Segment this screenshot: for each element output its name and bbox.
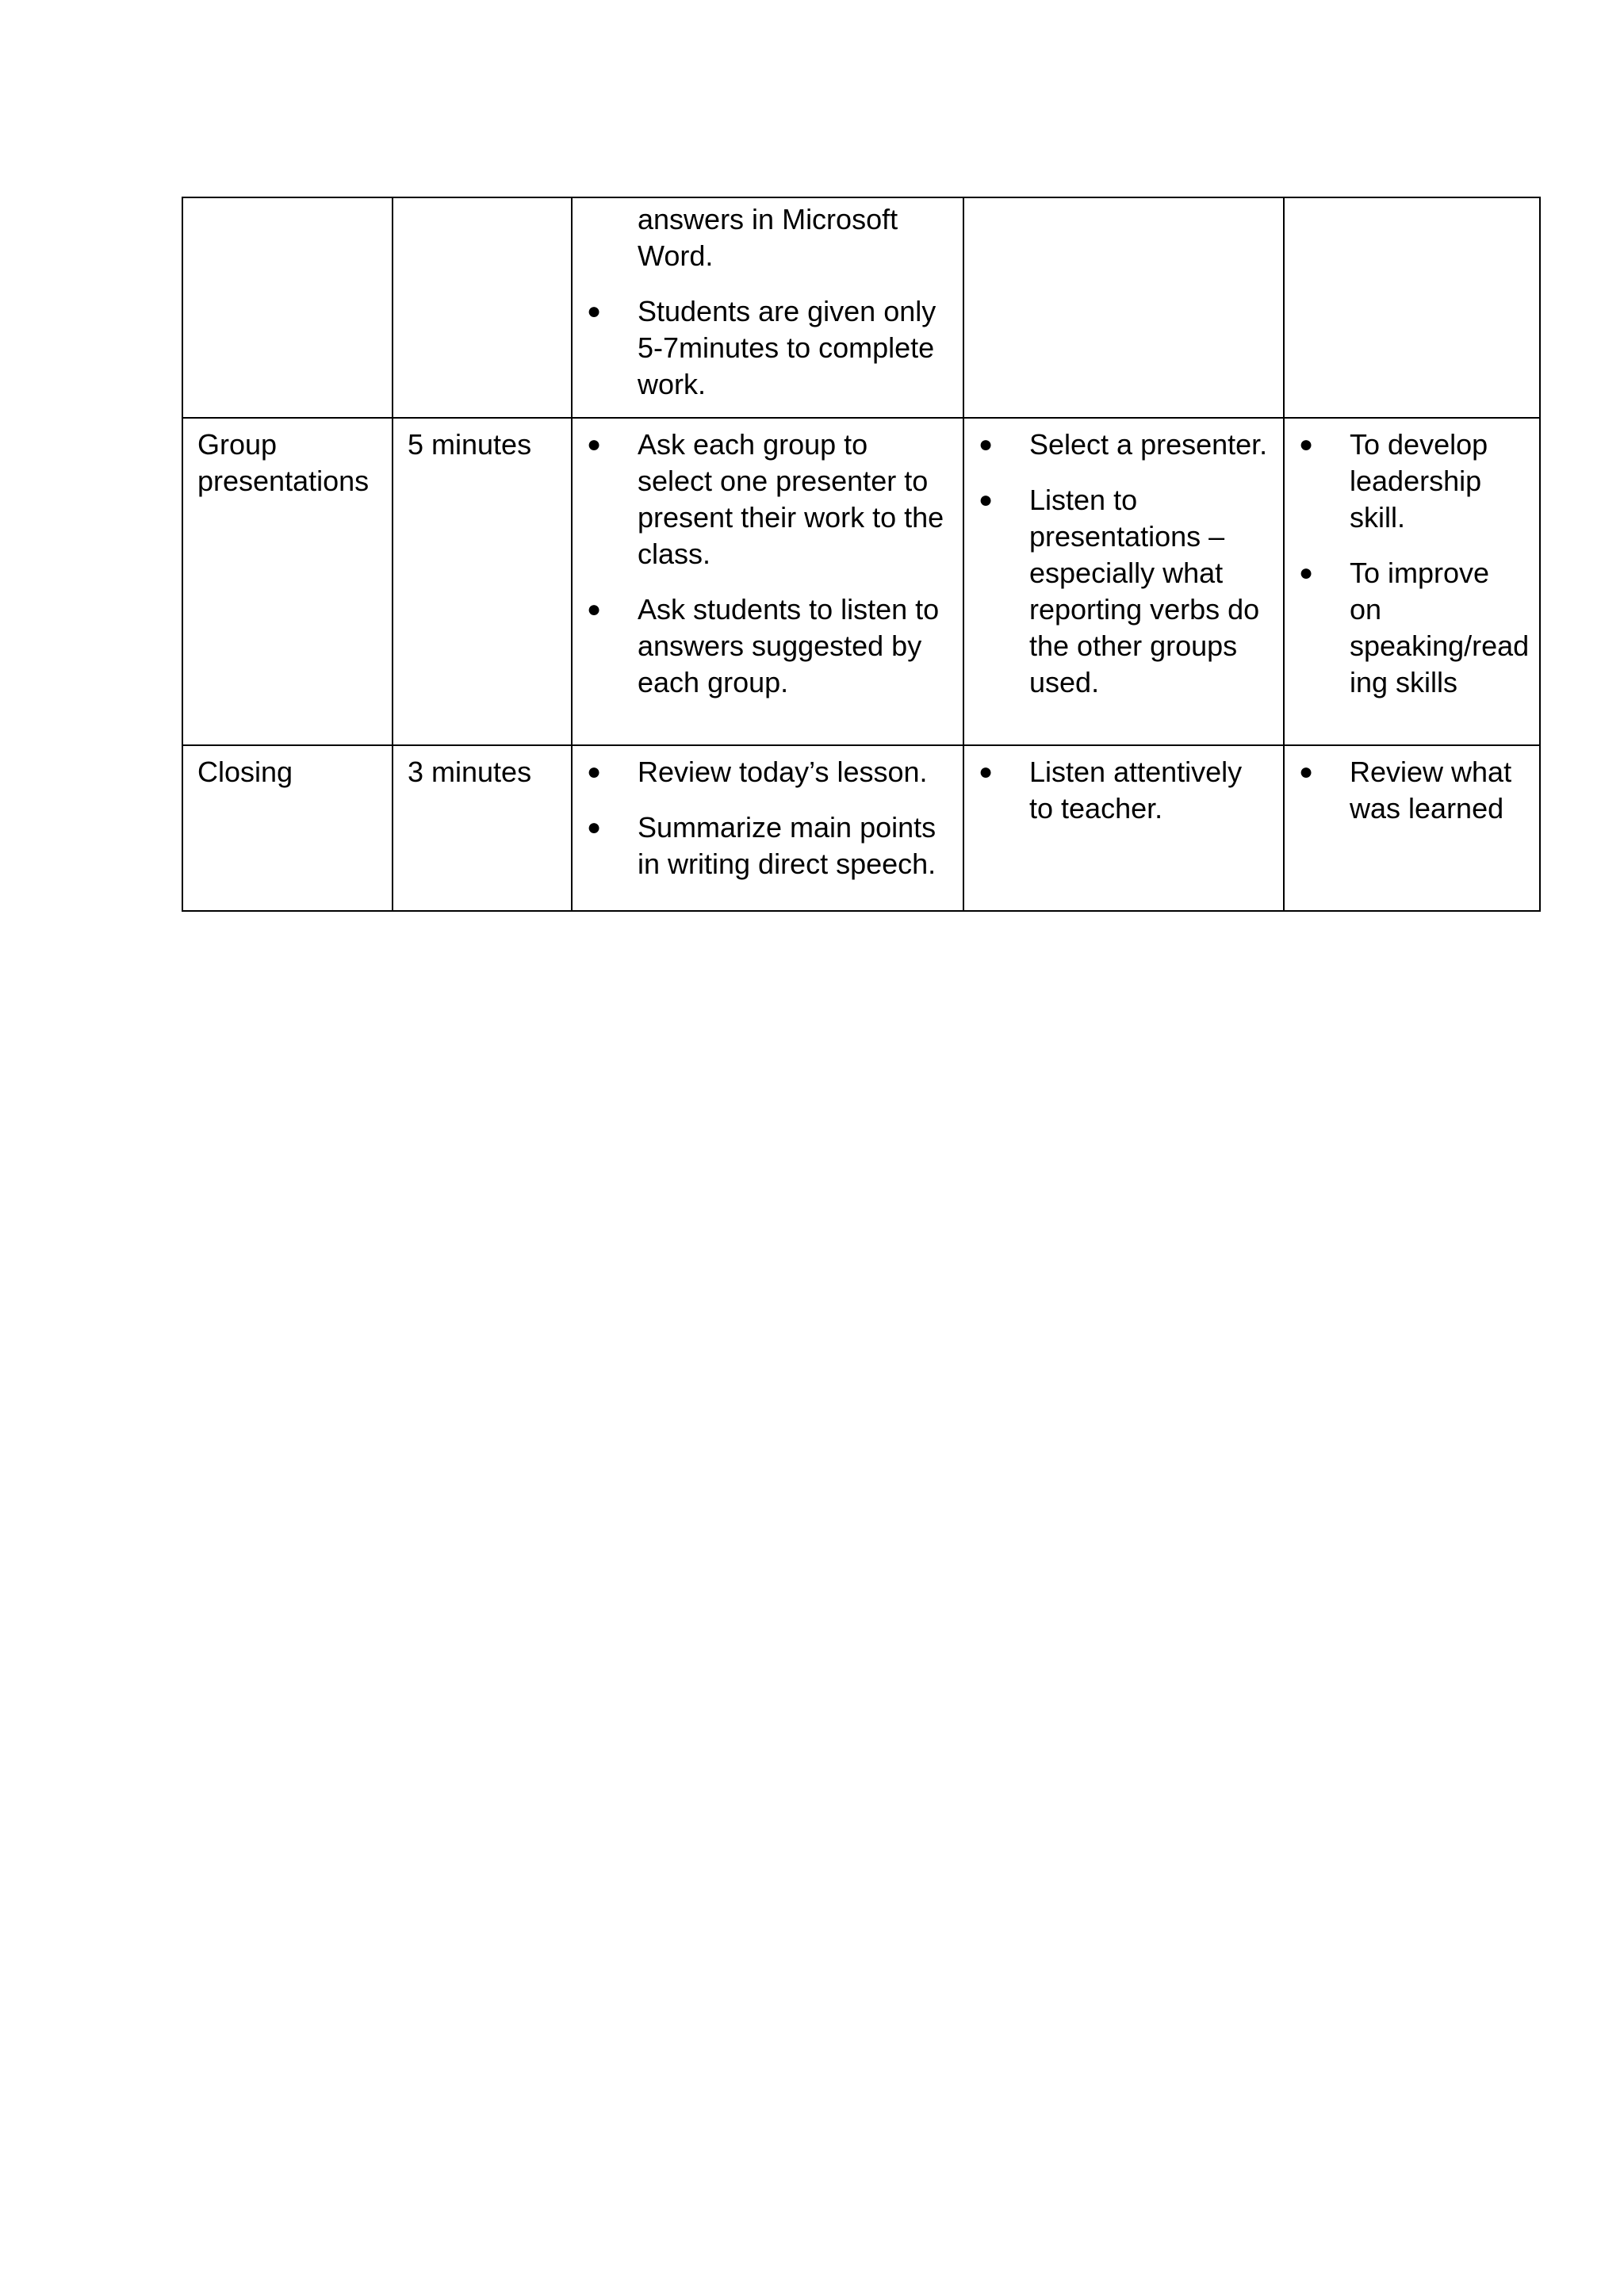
list-item-text: Ask each group to select one presenter to present their work to the class. [638, 428, 944, 570]
bullet-icon: ● [1299, 759, 1314, 785]
purpose-cell [1284, 745, 1540, 911]
list-item [979, 754, 1269, 827]
bullet-icon: ● [587, 431, 602, 457]
time-label: 5 minutes [408, 428, 532, 461]
teacher-activity-cell [572, 197, 963, 418]
bullet-icon: ● [587, 298, 602, 324]
student-activity-cell [963, 418, 1284, 745]
purpose-list [1299, 754, 1525, 827]
lesson-plan-table [182, 197, 1541, 912]
table-row-continuation [182, 197, 1540, 418]
stage-cell [182, 418, 393, 745]
list-item-text: Ask students to listen to answers suggested by each group. [638, 593, 940, 698]
student-activity-cell [963, 745, 1284, 911]
stage-label: Closing [197, 756, 293, 788]
time-cell [393, 197, 572, 418]
bullet-icon: ● [587, 759, 602, 785]
stage-cell [182, 745, 393, 911]
bullet-icon: ● [979, 431, 994, 457]
list-item [587, 809, 948, 882]
list-item-text: Listen attentively to teacher. [1029, 756, 1243, 825]
list-item-text: Review what was learned [1350, 756, 1512, 825]
stage-cell [182, 197, 393, 418]
student-activity-list [979, 754, 1269, 827]
list-item [979, 482, 1269, 701]
stage-label: Group presentations [197, 428, 370, 497]
teacher-activity-cell [572, 745, 963, 911]
bullet-icon: ● [1299, 560, 1314, 586]
student-activity-cell [963, 197, 1284, 418]
list-item [587, 293, 948, 403]
teacher-activity-cell [572, 418, 963, 745]
list-item-text: Summarize main points in writing direct speech. [638, 811, 936, 880]
list-item-text: Select a presenter. [1029, 428, 1268, 461]
student-activity-list [979, 427, 1269, 701]
table-row-group-presentations [182, 418, 1540, 745]
teacher-activity-list [587, 754, 948, 882]
time-label: 3 minutes [408, 756, 532, 788]
time-cell [393, 745, 572, 911]
table-row-closing [182, 745, 1540, 911]
list-item [587, 754, 948, 790]
list-item [587, 427, 948, 572]
bullet-icon: ● [979, 487, 994, 513]
list-item-text: Review today’s lesson. [638, 756, 928, 788]
list-item [979, 427, 1269, 463]
teacher-activity-list [587, 201, 948, 403]
list-item [1299, 555, 1530, 701]
list-item [587, 201, 948, 274]
bullet-icon: ● [587, 596, 602, 622]
bullet-icon: ● [587, 814, 602, 840]
list-item [1299, 754, 1525, 827]
list-item [587, 591, 948, 701]
bullet-icon: ● [979, 759, 994, 785]
list-item-text: To improve on speaking/read ing skills [1350, 557, 1530, 698]
list-item-text: answers in Microsoft Word. [638, 203, 898, 272]
time-cell [393, 418, 572, 745]
purpose-cell [1284, 418, 1540, 745]
purpose-list [1299, 427, 1530, 701]
teacher-activity-list [587, 427, 948, 701]
list-item-text: Listen to presentations – especially what reporting verbs do the other groups used. [1029, 484, 1260, 698]
bullet-icon: ● [1299, 431, 1314, 457]
list-item-text: To develop leadership skill. [1350, 428, 1488, 534]
list-item-text: Students are given only 5-7minutes to complete work. [638, 295, 936, 400]
list-item [1299, 427, 1525, 536]
purpose-cell [1284, 197, 1540, 418]
